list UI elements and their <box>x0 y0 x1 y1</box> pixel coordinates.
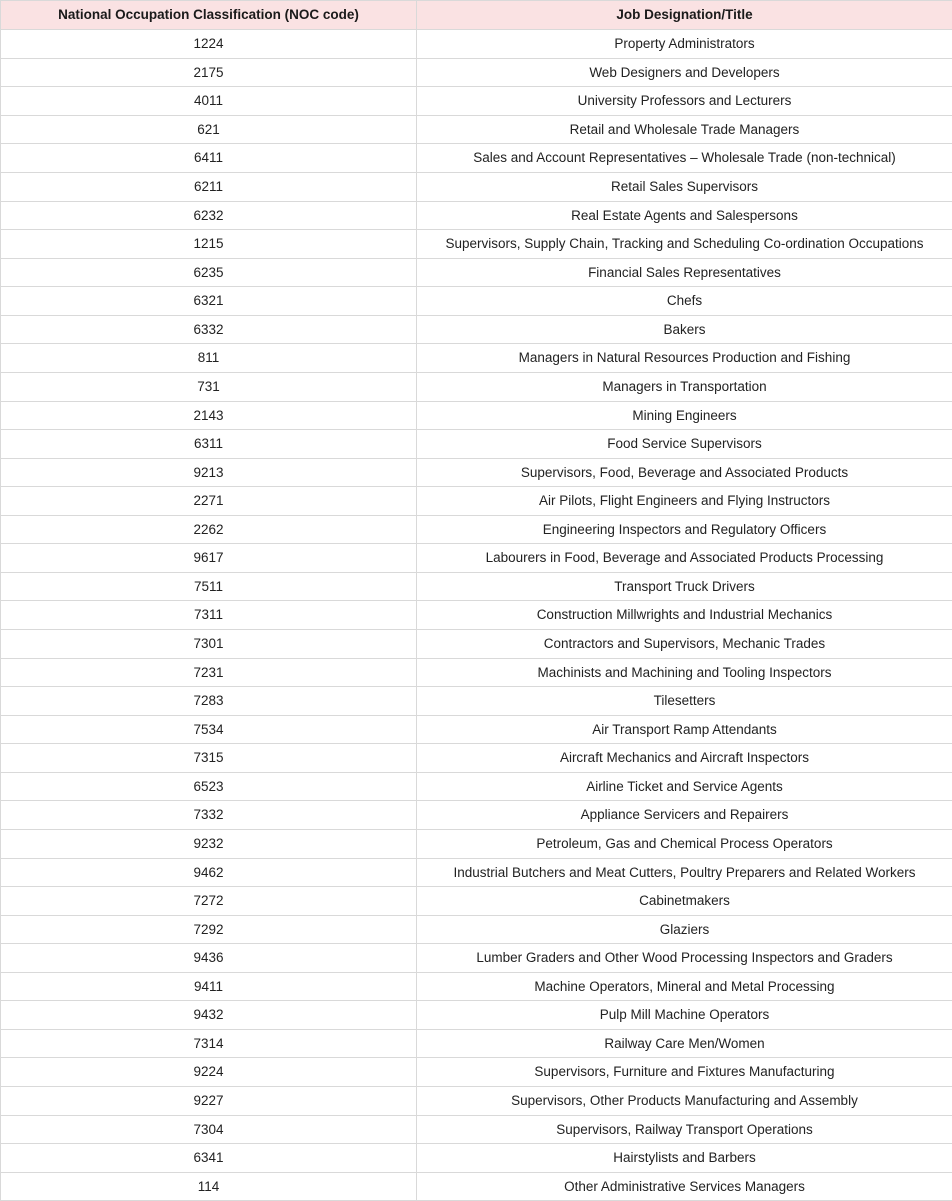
cell-noc-code: 7315 <box>1 744 417 773</box>
cell-job-title: Pulp Mill Machine Operators <box>417 1001 952 1030</box>
cell-noc-code: 6232 <box>1 201 417 230</box>
table-row <box>1 1058 952 1087</box>
cell-noc-code: 811 <box>1 344 417 373</box>
cell-noc-code: 1224 <box>1 30 417 59</box>
cell-job-title: Other Administrative Services Managers <box>417 1172 952 1201</box>
cell-job-title: Managers in Natural Resources Production and Fishing <box>417 344 952 373</box>
cell-job-title: Supervisors, Other Products Manufacturing and Assembly <box>417 1087 952 1116</box>
table-row <box>1 1029 952 1058</box>
cell-job-title: Air Pilots, Flight Engineers and Flying Instructors <box>417 487 952 516</box>
cell-noc-code: 9227 <box>1 1087 417 1116</box>
cell-job-title: Food Service Supervisors <box>417 430 952 459</box>
cell-job-title: Web Designers and Developers <box>417 58 952 87</box>
cell-job-title: Railway Care Men/Women <box>417 1029 952 1058</box>
table-row <box>1 430 952 459</box>
table-row <box>1 658 952 687</box>
cell-job-title: Supervisors, Railway Transport Operations <box>417 1115 952 1144</box>
cell-job-title: Supervisors, Supply Chain, Tracking and Scheduling Co-ordination Occupations <box>417 230 952 259</box>
cell-noc-code: 6341 <box>1 1144 417 1173</box>
table-row <box>1 173 952 202</box>
table-row <box>1 601 952 630</box>
cell-noc-code: 7304 <box>1 1115 417 1144</box>
table-row <box>1 915 952 944</box>
cell-noc-code: 731 <box>1 372 417 401</box>
cell-job-title: Property Administrators <box>417 30 952 59</box>
table-row <box>1 515 952 544</box>
table-row <box>1 230 952 259</box>
cell-job-title: Contractors and Supervisors, Mechanic Trades <box>417 630 952 659</box>
cell-job-title: Appliance Servicers and Repairers <box>417 801 952 830</box>
table-row <box>1 487 952 516</box>
cell-noc-code: 7511 <box>1 572 417 601</box>
cell-job-title: Bakers <box>417 315 952 344</box>
table-row <box>1 58 952 87</box>
cell-job-title: University Professors and Lecturers <box>417 87 952 116</box>
cell-job-title: Petroleum, Gas and Chemical Process Operators <box>417 829 952 858</box>
table-row <box>1 858 952 887</box>
table-row <box>1 315 952 344</box>
cell-noc-code: 2143 <box>1 401 417 430</box>
table-row <box>1 344 952 373</box>
table-row <box>1 687 952 716</box>
table-row <box>1 972 952 1001</box>
cell-job-title: Construction Millwrights and Industrial Mechanics <box>417 601 952 630</box>
table-row <box>1 630 952 659</box>
cell-noc-code: 7272 <box>1 887 417 916</box>
cell-job-title: Industrial Butchers and Meat Cutters, Poultry Preparers and Related Workers <box>417 858 952 887</box>
table-row <box>1 258 952 287</box>
table-row <box>1 572 952 601</box>
cell-job-title: Engineering Inspectors and Regulatory Officers <box>417 515 952 544</box>
cell-noc-code: 6411 <box>1 144 417 173</box>
cell-job-title: Cabinetmakers <box>417 887 952 916</box>
cell-job-title: Supervisors, Furniture and Fixtures Manufacturing <box>417 1058 952 1087</box>
table-row <box>1 944 952 973</box>
table-row <box>1 372 952 401</box>
table-row <box>1 144 952 173</box>
cell-noc-code: 2271 <box>1 487 417 516</box>
cell-job-title: Airline Ticket and Service Agents <box>417 772 952 801</box>
cell-noc-code: 9213 <box>1 458 417 487</box>
cell-job-title: Retail and Wholesale Trade Managers <box>417 115 952 144</box>
cell-noc-code: 9224 <box>1 1058 417 1087</box>
cell-job-title: Air Transport Ramp Attendants <box>417 715 952 744</box>
cell-noc-code: 1215 <box>1 230 417 259</box>
table-row <box>1 401 952 430</box>
table-row <box>1 715 952 744</box>
cell-job-title: Aircraft Mechanics and Aircraft Inspectors <box>417 744 952 773</box>
cell-noc-code: 7283 <box>1 687 417 716</box>
table-row <box>1 30 952 59</box>
cell-noc-code: 621 <box>1 115 417 144</box>
table-row <box>1 1144 952 1173</box>
cell-job-title: Machinists and Machining and Tooling Inspectors <box>417 658 952 687</box>
cell-job-title: Lumber Graders and Other Wood Processing Inspectors and Graders <box>417 944 952 973</box>
cell-noc-code: 4011 <box>1 87 417 116</box>
table-row <box>1 458 952 487</box>
table-row <box>1 887 952 916</box>
table-row <box>1 1172 952 1201</box>
cell-job-title: Supervisors, Food, Beverage and Associated Products <box>417 458 952 487</box>
cell-noc-code: 7301 <box>1 630 417 659</box>
cell-noc-code: 2175 <box>1 58 417 87</box>
cell-job-title: Transport Truck Drivers <box>417 572 952 601</box>
cell-noc-code: 6211 <box>1 173 417 202</box>
table-row <box>1 87 952 116</box>
table-header <box>1 1 952 30</box>
cell-job-title: Tilesetters <box>417 687 952 716</box>
cell-noc-code: 2262 <box>1 515 417 544</box>
table-row <box>1 744 952 773</box>
cell-noc-code: 6235 <box>1 258 417 287</box>
table-row <box>1 201 952 230</box>
cell-job-title: Machine Operators, Mineral and Metal Processing <box>417 972 952 1001</box>
cell-job-title: Mining Engineers <box>417 401 952 430</box>
cell-noc-code: 7311 <box>1 601 417 630</box>
cell-job-title: Real Estate Agents and Salespersons <box>417 201 952 230</box>
table-row <box>1 1001 952 1030</box>
cell-job-title: Glaziers <box>417 915 952 944</box>
cell-noc-code: 9432 <box>1 1001 417 1030</box>
cell-job-title: Retail Sales Supervisors <box>417 173 952 202</box>
cell-noc-code: 9436 <box>1 944 417 973</box>
table-row <box>1 772 952 801</box>
cell-noc-code: 6321 <box>1 287 417 316</box>
cell-noc-code: 9411 <box>1 972 417 1001</box>
cell-noc-code: 114 <box>1 1172 417 1201</box>
cell-noc-code: 6523 <box>1 772 417 801</box>
cell-noc-code: 9232 <box>1 829 417 858</box>
cell-noc-code: 9617 <box>1 544 417 573</box>
table-row <box>1 1087 952 1116</box>
cell-job-title: Managers in Transportation <box>417 372 952 401</box>
cell-job-title: Labourers in Food, Beverage and Associated Products Processing <box>417 544 952 573</box>
table-row <box>1 287 952 316</box>
table-row <box>1 1115 952 1144</box>
cell-noc-code: 7534 <box>1 715 417 744</box>
cell-job-title: Sales and Account Representatives – Wholesale Trade (non-technical) <box>417 144 952 173</box>
column-header-job-title: Job Designation/Title <box>417 1 952 30</box>
cell-noc-code: 7314 <box>1 1029 417 1058</box>
cell-job-title: Chefs <box>417 287 952 316</box>
table-row <box>1 829 952 858</box>
cell-noc-code: 7231 <box>1 658 417 687</box>
column-header-noc-code: National Occupation Classification (NOC code) <box>1 1 417 30</box>
cell-job-title: Financial Sales Representatives <box>417 258 952 287</box>
table-row <box>1 544 952 573</box>
cell-noc-code: 6332 <box>1 315 417 344</box>
cell-noc-code: 9462 <box>1 858 417 887</box>
cell-noc-code: 6311 <box>1 430 417 459</box>
cell-job-title: Hairstylists and Barbers <box>417 1144 952 1173</box>
cell-noc-code: 7332 <box>1 801 417 830</box>
table-row <box>1 801 952 830</box>
table-body <box>1 30 952 1201</box>
cell-noc-code: 7292 <box>1 915 417 944</box>
table-header-row <box>1 1 952 30</box>
table-row <box>1 115 952 144</box>
